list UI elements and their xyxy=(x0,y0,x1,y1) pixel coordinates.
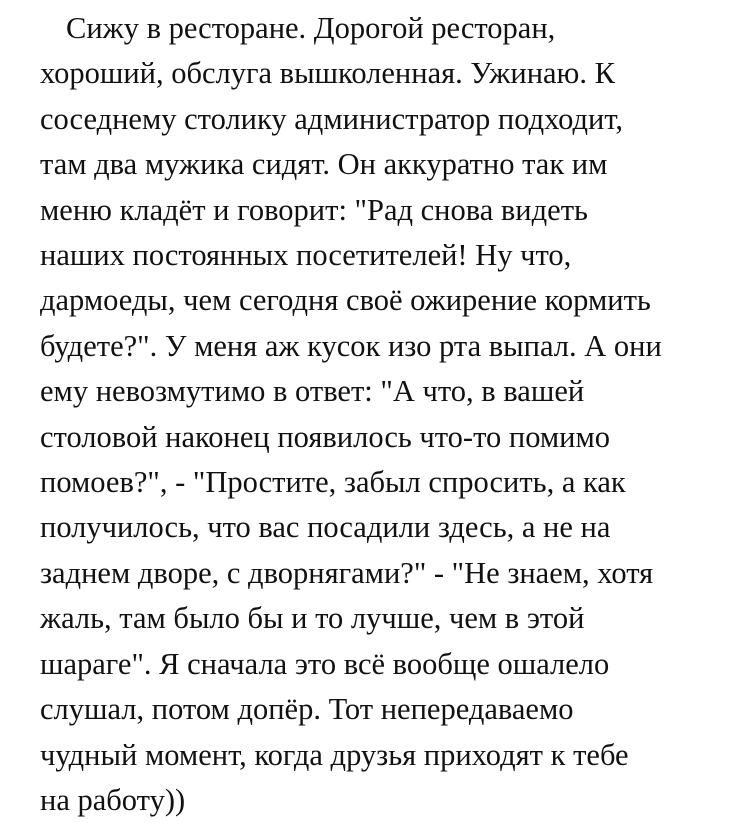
text-line: Сижу в ресторане. Дорогой ресторан, xyxy=(66,11,556,45)
text-line: заднем дворе, с дворнягами?" - "Не знаем, хотя xyxy=(40,555,654,590)
text-line: слушал, потом допёр. Тот непередаваемо xyxy=(40,692,574,727)
text-line: соседнему столику администратор подходит, xyxy=(40,101,624,136)
text-line: на работу)) xyxy=(40,782,186,817)
text-line: ему невозмутимо в ответ: "А что, в вашей xyxy=(40,374,585,409)
text-line: чудный момент, когда друзья приходят к тебе xyxy=(40,737,629,772)
text-line: наших постоянных посетителей! Ну что, xyxy=(40,238,572,273)
story-text xyxy=(40,6,740,823)
text-line: будете?". У меня аж кусок изо рта выпал. А они xyxy=(40,328,662,363)
text-line: шараге". Я сначала это всё вообще ошалело xyxy=(40,646,610,681)
text-line: получилось, что вас посадили здесь, а не на xyxy=(40,510,611,545)
text-line: дармоеды, чем сегодня своё ожирение кормить xyxy=(40,283,651,318)
text-line: жаль, там было бы и то лучше, чем в этой xyxy=(40,601,585,636)
text-line: меню кладёт и говорит: "Рад снова видеть xyxy=(40,192,588,227)
text-line: столовой наконец появилось что-то помимо xyxy=(40,419,611,454)
text-line: хороший, обслуга вышколенная. Ужинаю. К xyxy=(40,56,615,91)
text-line: там два мужика сидят. Он аккуратно так им xyxy=(40,147,608,182)
text-line: помоев?", - "Простите, забыл спросить, а как xyxy=(40,465,626,500)
